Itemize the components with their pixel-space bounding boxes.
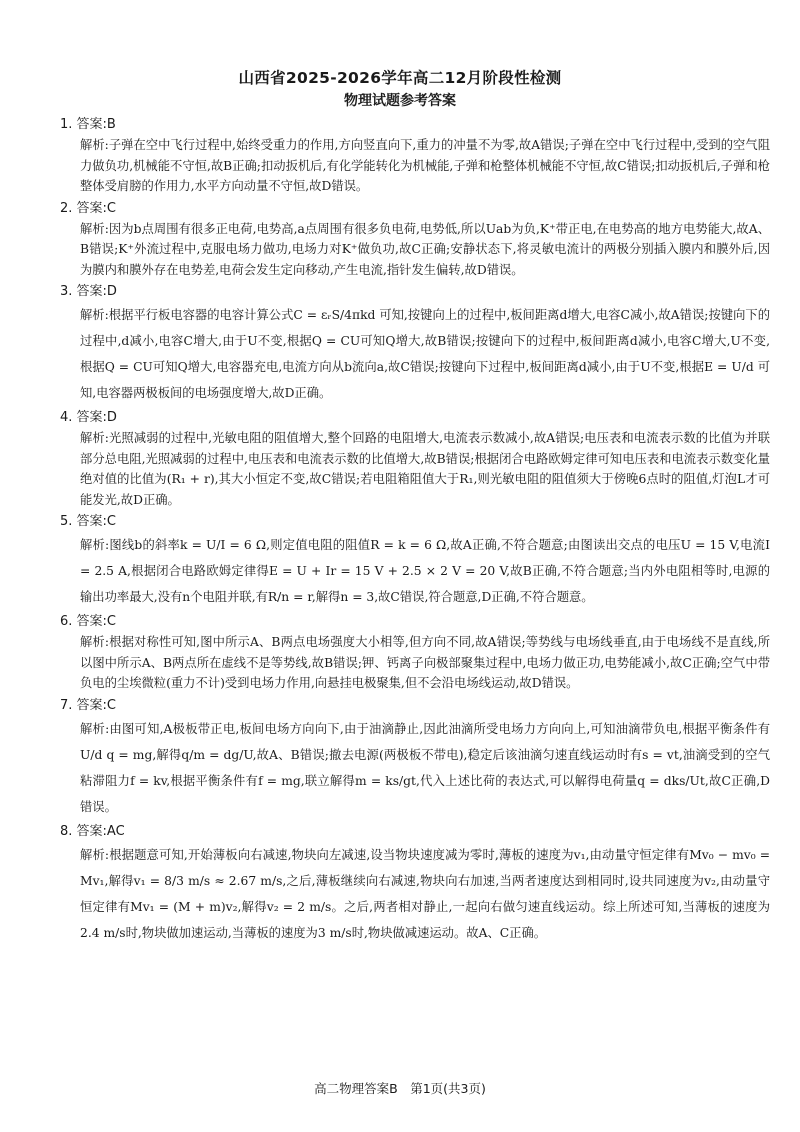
document-subtitle: 物理试题参考答案 — [344, 93, 456, 109]
answer-line: 7. 答案:C — [60, 697, 116, 713]
question-6 — [60, 611, 770, 694]
answer-line: 6. 答案:C — [60, 614, 116, 629]
question-1 — [60, 114, 770, 197]
page-footer: 高二物理答案B 第1页(共3页) — [314, 1081, 486, 1096]
answer-line: 3. 答案:D — [60, 284, 117, 299]
question-8 — [60, 821, 770, 946]
answers-list — [60, 114, 770, 947]
question-3 — [60, 281, 770, 406]
answer-line: 8. 答案:AC — [60, 823, 125, 839]
analysis-text: 解析:根据题意可知,开始薄板向右减速,物块向左减速,设当物块速度减为零时,薄板的速度为v₁,由动量守恒定律有Mv₀ − mv₀ = Mv₁,解得v₁ = 8/3 m/s ≈ 2.67 m/s,之后,薄板继续向右减速,物块向右加速,当两者速度达到相同时,设共同速度为v₂,由动量守恒定律有Mv₁ = (M + m)v₂,解得v₂ = 2 m/s。之后,两者相对静止,一起向右做匀速直线运动。综上所述可知,当薄板的速度为2.4 m/s时,物块做加速运动,当薄板的速度为3 m/s时,物块做减速运动。故A、C正确。 — [80, 847, 770, 940]
analysis-text: 解析:光照减弱的过程中,光敏电阻的阻值增大,整个回路的电阻增大,电流表示数减小,故A错误;电压表和电流表示数的比值为并联部分总电阻,光照减弱的过程中,电压表和电流表示数的比值增大,故B错误;根据闭合电路欧姆定律可知电压表和电流表示数变化量绝对值的比值为(R₁ + r),其大小恒定不变,故C错误;若电阻箱阻值大于R₁,则光敏电阻的阻值须大于傍晚6点时的阻值,灯泡L才可能发光,故D正确。 — [80, 431, 770, 507]
answer-line: 4. 答案:D — [60, 410, 117, 425]
analysis-text: 解析:子弹在空中飞行过程中,始终受重力的作用,方向竖直向下,重力的冲量不为零,故A错误;子弹在空中飞行过程中,受到的空气阻力做负功,机械能不守恒,故B正确;扣动扳机后,有化学能转化为机械能,子弹和枪整体机械能不守恒,故C错误;扣动扳机后,子弹和枪整体受肩膀的作用力,水平方向动量不守恒,故D错误。 — [80, 138, 770, 193]
question-2 — [60, 198, 770, 281]
analysis-text: 解析:因为b点周围有很多正电荷,电势高,a点周围有很多负电荷,电势低,所以Uab为负,K⁺带正电,在电势高的地方电势能大,故A、B错误;K⁺外流过程中,克服电场力做功,电场力对K⁺做负功,故C正确;安静状态下,将灵敏电流计的两极分别插入膜内和膜外后,因为膜内和膜外存在电势差,电荷会发生定向移动,产生电流,指针发生偏转,故D错误。 — [80, 221, 770, 277]
document-title: 山西省2025-2026学年高二12月阶段性检测 — [238, 69, 562, 87]
analysis-text: 解析:由图可知,A极板带正电,板间电场方向向下,由于油滴静止,因此油滴所受电场力方向向上,可知油滴带负电,根据平衡条件有U/d q = mg,解得q/m = dg/U,故A、B错误;撤去电源(两极板不带电),稳定后该油滴匀速直线运动时有s = vt,油滴受到的空气粘滞阻力f = kv,根据平衡条件有f = mg,联立解得m = ks/gt,代入上述比荷的表达式,可以解得电荷量q = dks/Ut,故C正确,D错误。 — [80, 721, 770, 814]
analysis-text: 解析:根据对称性可知,图中所示A、B两点电场强度大小相等,但方向不同,故A错误;等势线与电场线垂直,由于电场线不是直线,所以图中所示A、B两点所在虚线不是等势线,故B错误;钾、钙离子向极部聚集过程中,电场力做正功,电势能减小,故C正确;空气中带负电的尘埃微粒(重力不计)受到电场力作用,向悬挂电极聚集,但不会沿电场线运动,故D错误。 — [80, 635, 770, 690]
answer-line: 1. 答案:B — [60, 117, 116, 132]
question-7 — [60, 695, 770, 820]
answer-line: 2. 答案:C — [60, 200, 116, 216]
answer-line: 5. 答案:C — [60, 514, 116, 529]
question-5 — [60, 511, 770, 610]
question-4 — [60, 407, 770, 510]
analysis-text: 解析:图线b的斜率k = U/I = 6 Ω,则定值电阻的阻值R = k = 6 Ω,故A正确,不符合题意;由图读出交点的电压U = 15 V,电流I = 2.5 A,根据闭合电路欧姆定律得E = U + Ir = 15 V + 2.5 × 2 V = 20 V,故B正确,不符合题意;当内外电阻相等时,电源的输出功率最大,没有n个电阻并联,有R/n = r,解得n = 3,故C错误,符合题意,D正确,不符合题意。 — [80, 538, 770, 604]
analysis-text: 解析:根据平行板电容器的电容计算公式C = εᵣS/4πkd 可知,按键向上的过程中,板间距离d增大,电容C减小,故A错误;按键向下的过程中,d减小,电容C增大,由于U不变,根据Q = CU可知Q增大,故B错误;按键向下的过程中,板间距离d减小,电容C增大,U不变,根据Q = CU可知Q增大,电容器充电,电流方向从b流向a,故C错误;按键向下过程中,板间距离d减小,由于U不变,根据E = U/d 可知,电容器两极板间的电场强度增大,故D正确。 — [80, 308, 770, 400]
